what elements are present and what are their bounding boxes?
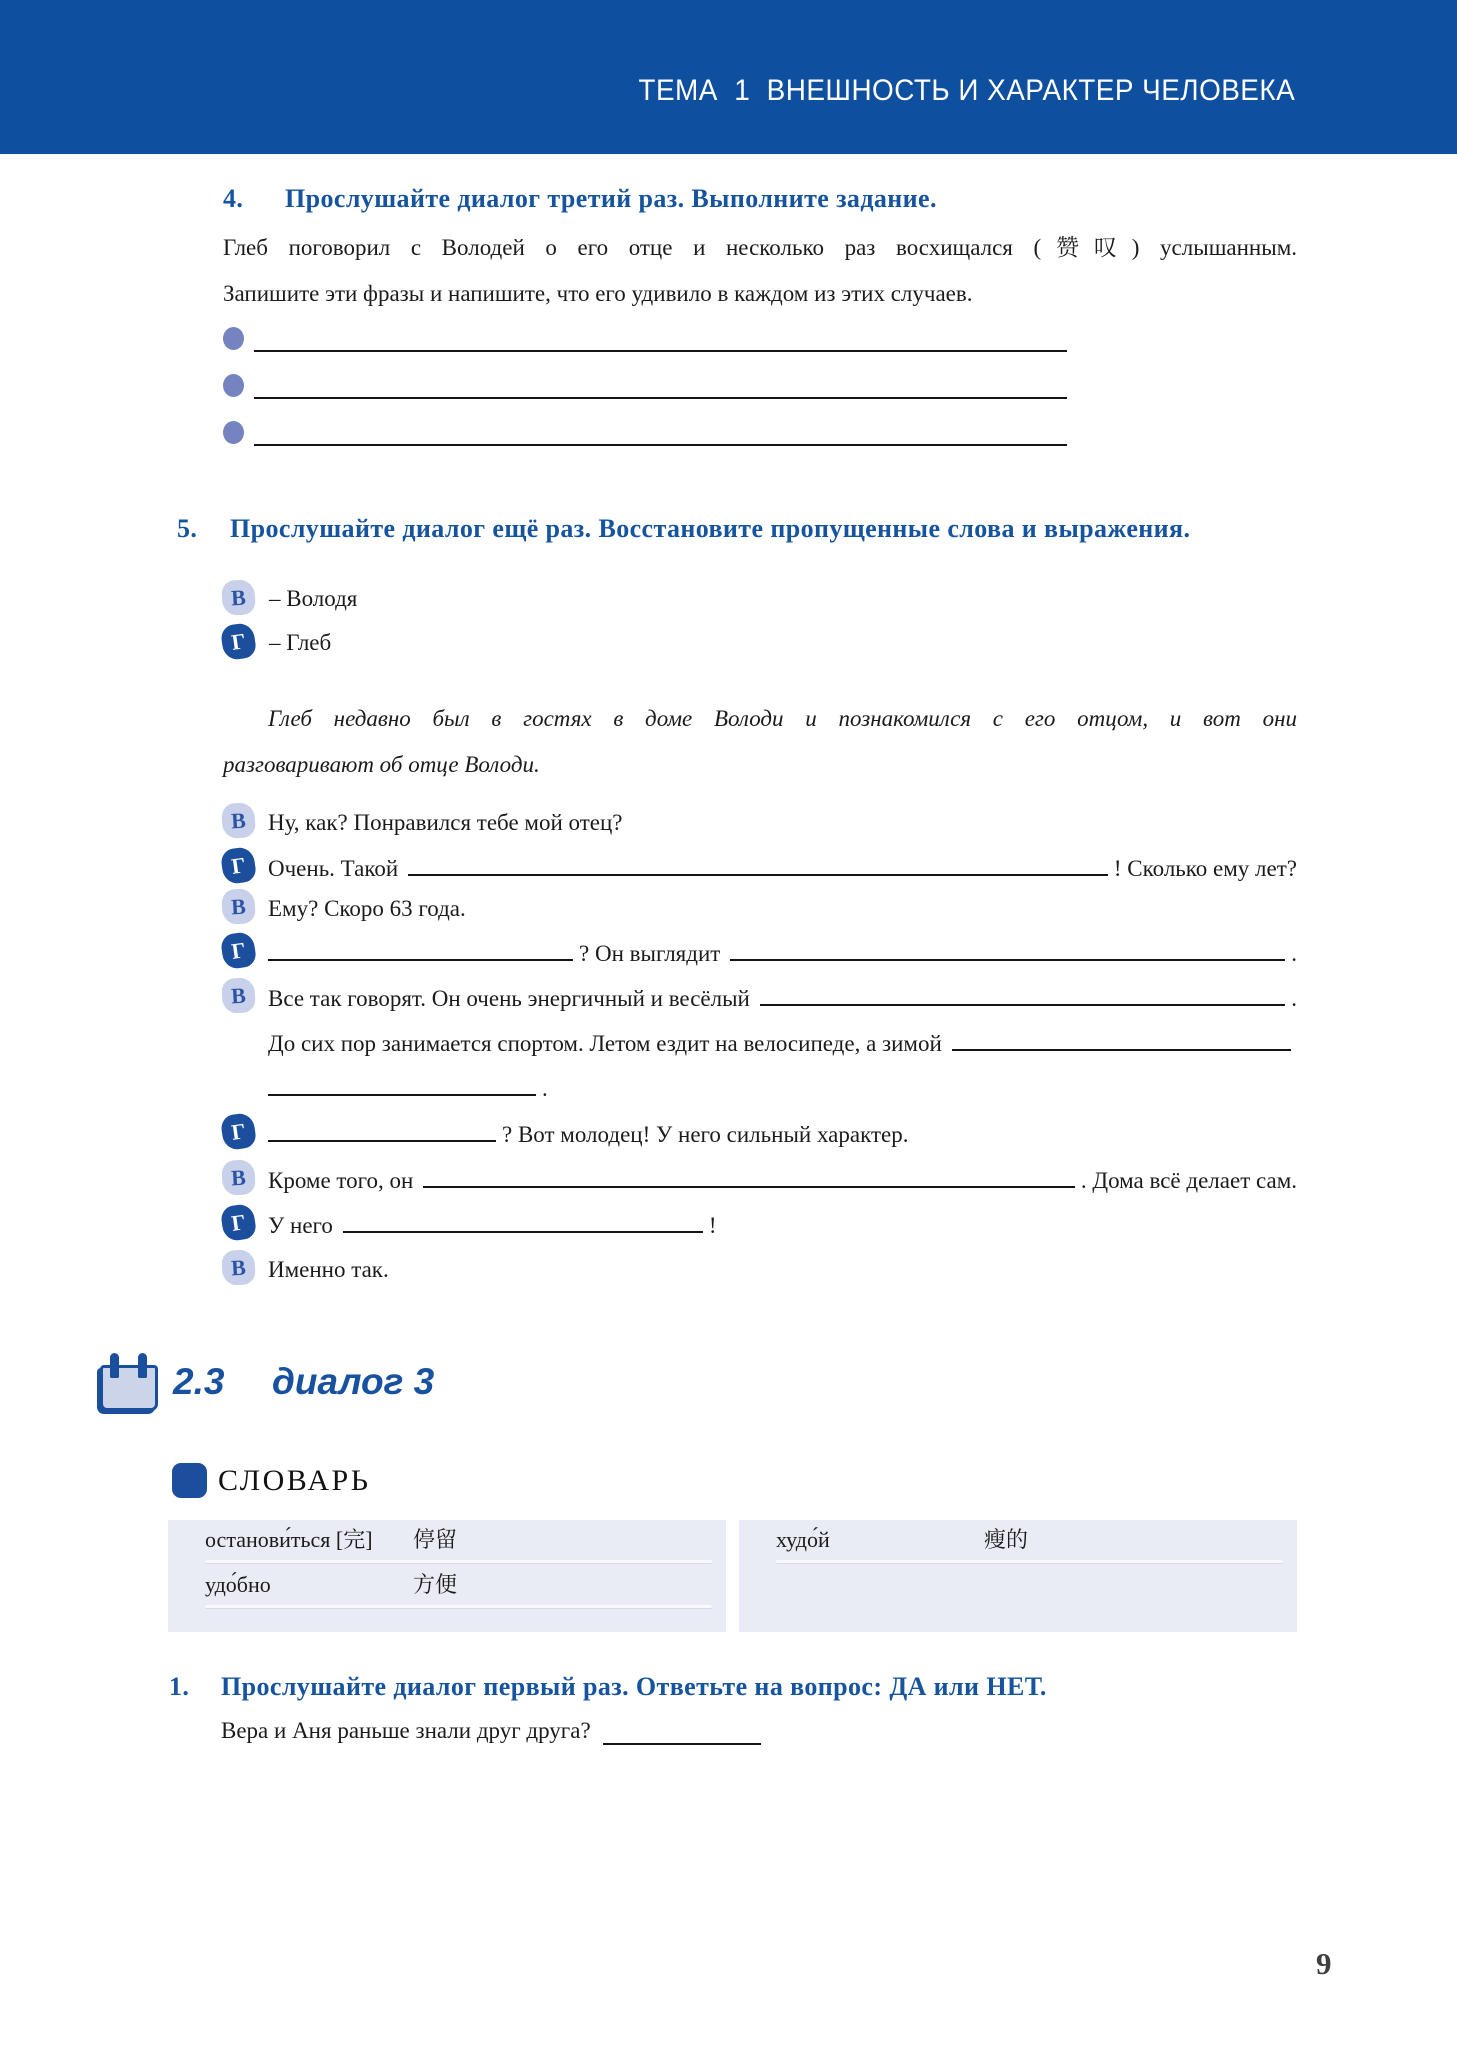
- vocab-word: худо́й: [776, 1527, 830, 1552]
- dialog-text: До сих пор занимается спортом. Летом ездит на велосипеде, а зимой: [268, 1031, 942, 1056]
- bullet-icon: [223, 374, 244, 397]
- dialog-text: У него: [268, 1213, 333, 1238]
- speaker-badge-v: В: [221, 802, 256, 839]
- vocab-row-divider: [205, 1560, 712, 1563]
- vocab-translation: 方便: [413, 1572, 458, 1597]
- dialog-line: [222, 936, 1297, 968]
- answer-blank: [268, 1074, 536, 1096]
- dialog-text: .: [1291, 941, 1297, 966]
- dialog-text: ! Сколько ему лет?: [1113, 856, 1297, 881]
- dialog-setting: [223, 696, 1297, 788]
- dialog-line: [222, 1166, 1297, 1195]
- vocab-word: останови́ться [完]: [205, 1527, 373, 1552]
- dialog-text: Ну, как? Понравился тебе мой отец?: [268, 810, 623, 835]
- answer-blank: [254, 397, 1067, 399]
- answer-line-row: [223, 326, 1067, 352]
- question-text: Вера и Аня раньше знали друг друга?: [221, 1718, 591, 1743]
- legend-label: – Володя: [269, 586, 358, 611]
- dialog-text: Все так говорят. Он очень энергичный и весёлый: [268, 986, 750, 1011]
- answer-blank: [254, 444, 1067, 446]
- speaker-badge-v: В: [221, 977, 256, 1014]
- speaker-badge-g: Г: [220, 1112, 258, 1151]
- legend-volodya: [222, 585, 357, 615]
- answer-blank: [268, 1120, 496, 1142]
- task5-title: Прослушайте диалог ещё раз. Восстановите пропущенные слова и выражения.: [230, 514, 1191, 543]
- dialog-line: [222, 851, 1297, 883]
- dialog-text: Именно так.: [268, 1257, 389, 1282]
- dialog-text: .: [542, 1076, 548, 1101]
- answer-blank: [760, 984, 1285, 1006]
- answer-blank: [952, 1029, 1291, 1051]
- task4-intro-line2: Запишите эти фразы и напишите, что его удивило в каждом из этих случаев.: [223, 281, 973, 306]
- setting-line1: Глеб недавно был в гостях в доме Володи и познакомился с его отцом, и вот они: [268, 706, 1297, 731]
- dialog-text: . Дома всё делает сам.: [1080, 1168, 1297, 1193]
- vocab-row: [739, 1528, 1297, 1554]
- square-bullet-icon: [172, 1463, 207, 1498]
- speaker-badge-v: В: [221, 888, 256, 925]
- answer-blank: [408, 854, 1108, 876]
- dialog-text: Кроме того, он: [268, 1168, 414, 1193]
- answer-blank: [268, 939, 573, 961]
- task4-title: Прослушайте диалог третий раз. Выполните задание.: [285, 184, 937, 213]
- vocab-row: [168, 1528, 726, 1554]
- speaker-badge-g: Г: [220, 931, 258, 970]
- dialog-line: [222, 895, 1297, 924]
- notepad-icon: [97, 1353, 163, 1413]
- dialog-text: .: [1291, 986, 1297, 1011]
- legend-label: – Глеб: [269, 630, 332, 655]
- task1-number: 1.: [169, 1672, 190, 1701]
- task4-intro-line1: Глеб поговорил с Володей о его отце и несколько раз восхищался (赞叹) услышанным.: [223, 235, 1297, 260]
- dialog-text: ? Вот молодец! У него сильный характер.: [502, 1122, 909, 1147]
- bullet-icon: [223, 421, 244, 444]
- task5-number: 5.: [177, 514, 198, 543]
- task1-heading: [169, 1671, 1047, 1703]
- dialog-line-continuation: [268, 1074, 1297, 1103]
- vocabulary-label: СЛОВАРЬ: [218, 1464, 371, 1497]
- answer-blank: [343, 1211, 703, 1233]
- vocab-row-divider: [205, 1605, 712, 1608]
- speaker-badge-v: В: [221, 1249, 256, 1286]
- answer-line-row: [223, 373, 1067, 399]
- task5-heading: [177, 513, 1190, 545]
- dialog-text: ? Он выглядит: [579, 941, 721, 966]
- answer-blank: [603, 1723, 761, 1745]
- speaker-badge-v: В: [221, 1159, 256, 1196]
- vocab-word: удо́бно: [205, 1572, 271, 1597]
- dialog-line: [222, 809, 1297, 838]
- dialog-text: !: [708, 1213, 717, 1238]
- dialog-text: Очень. Такой: [268, 856, 399, 881]
- chapter-title: ТЕМА 1 ВНЕШНОСТЬ И ХАРАКТЕР ЧЕЛОВЕКА: [638, 74, 1295, 107]
- dialog-line: [222, 1117, 1297, 1149]
- dialog-line-continuation: [268, 1029, 1297, 1058]
- answer-blank: [254, 350, 1067, 352]
- setting-line2: разговаривают об отце Володи.: [223, 752, 540, 777]
- dialog-text: Ему? Скоро 63 года.: [268, 896, 466, 921]
- vocab-row-divider: [776, 1560, 1283, 1563]
- task1-question-line: [221, 1716, 761, 1746]
- answer-blank: [730, 939, 1285, 961]
- task4-number: 4.: [223, 184, 244, 213]
- vocab-translation: 瘦的: [984, 1527, 1029, 1552]
- section-title: диалог 3: [272, 1361, 435, 1402]
- task4-heading: [223, 183, 937, 215]
- vocab-panel-left: [168, 1520, 726, 1632]
- speaker-badge-v: В: [221, 579, 256, 616]
- answer-blank: [423, 1166, 1075, 1188]
- page-number: 9: [1316, 1946, 1332, 1981]
- speaker-badge-g: Г: [220, 846, 258, 885]
- legend-gleb: [222, 629, 331, 659]
- bullet-icon: [223, 327, 244, 350]
- speaker-badge-g: Г: [220, 1203, 258, 1242]
- vocab-panel-right: [739, 1520, 1297, 1632]
- section-number: 2.3: [173, 1361, 225, 1402]
- task4-intro: [223, 225, 1297, 317]
- vocab-translation: 停留: [413, 1527, 458, 1552]
- task1-title: Прослушайте диалог первый раз. Ответьте на вопрос: ДА или НЕТ.: [221, 1672, 1047, 1701]
- chapter-header-bar: [0, 0, 1457, 154]
- dialog-line: [222, 1208, 1297, 1240]
- answer-line-row: [223, 420, 1067, 446]
- speaker-badge-g: Г: [220, 622, 258, 661]
- dialog-line: [222, 984, 1297, 1013]
- vocab-row: [168, 1573, 726, 1599]
- dialog-line: [222, 1256, 1297, 1285]
